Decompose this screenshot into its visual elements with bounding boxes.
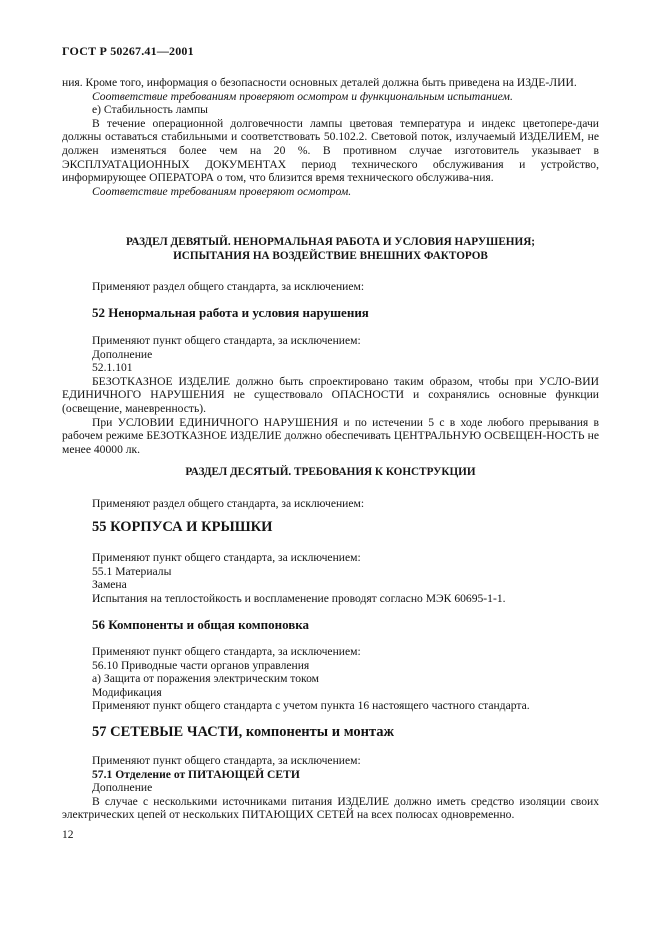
clause-52-line-2: Дополнение	[92, 347, 153, 361]
clause-57-line-2: 57.1 Отделение от ПИТАЮЩЕЙ СЕТИ	[92, 767, 300, 781]
clause-52-heading-wrap	[62, 306, 599, 320]
clause-55	[62, 551, 599, 605]
clause-57-line-1: Применяют пункт общего стандарта, за исключением:	[92, 754, 361, 767]
item-lamp-stability: е) Стабильность лампы	[92, 103, 208, 117]
clause-56-line-2: 56.10 Приводные части органов управления	[92, 658, 310, 672]
clause-56-line-3: а) Защита от поражения электрическим током	[92, 672, 319, 686]
section-ten-intro: Применяют раздел общего стандарта, за исключением:	[92, 497, 365, 510]
clause-56	[62, 645, 599, 713]
clause-55-line-3: Замена	[92, 578, 127, 592]
clause-52	[62, 334, 599, 456]
compliance-note: Соответствие требованиям проверяют осмотром и функциональным испытанием.	[92, 89, 513, 103]
clause-56-line-1: Применяют пункт общего стандарта, за исключением:	[92, 645, 361, 658]
clause-55-line-1: Применяют пункт общего стандарта, за исключением:	[92, 551, 361, 564]
section-ten-intro-wrap	[62, 497, 599, 511]
paragraph-continuation: ния. Кроме того, информация о безопасности основных деталей должна быть приведена на ИЗДЕ-ЛИИ.	[62, 76, 577, 89]
clause-52-line-3: 52.1.101	[92, 361, 133, 375]
clause-52-line-1: Применяют пункт общего стандарта, за исключением:	[92, 334, 361, 347]
clause-56-heading-wrap	[62, 618, 599, 632]
clause-57	[62, 754, 599, 822]
top-block	[62, 76, 599, 198]
section-nine-intro-wrap	[62, 280, 599, 294]
clause-52-para-1: БЕЗОТКАЗНОЕ ИЗДЕЛИЕ должно быть спроектировано таким образом, чтобы при УСЛО-ВИИ ЕДИНИЧНОГО НАРУШЕНИЯ не существовало ОПАСНОСТИ и сохранялись основные функции (освещение, маневренность).	[62, 374, 599, 415]
section-nine-title-2: ИСПЫТАНИЯ НА ВОЗДЕЙСТВИЕ ВНЕШНИХ ФАКТОРОВ	[173, 249, 488, 262]
section-ten-title: РАЗДЕЛ ДЕСЯТЫЙ. ТРЕБОВАНИЯ К КОНСТРУКЦИИ	[185, 466, 476, 478]
paragraph-lamp: В течение операционной долговечности лампы цветовая температура и индекс цветопере-дачи должны оставаться стабильными и соответствовать 50.102.2. Световой поток, излучаемый ИЗДЕЛИЕМ, не должен изменяться более чем на 20 %. В противном случае изготовитель указывает в ЭКСПЛУАТАЦИОННЫХ ДОКУМЕНТАХ период технического обслуживания и устройство, информирующее ОПЕРАТОРА о том, что близится время технического обслужива-ния.	[62, 116, 599, 185]
section-nine	[62, 236, 599, 263]
section-nine-title-1: РАЗДЕЛ ДЕВЯТЫЙ. НЕНОРМАЛЬНАЯ РАБОТА И УСЛОВИЯ НАРУШЕНИЯ;	[125, 236, 536, 248]
clause-56-line-4: Модификация	[92, 685, 162, 699]
clause-57-para-1: В случае с несколькими источниками питания ИЗДЕЛИЕ должно иметь средство изоляции своих электрических цепей от нескольких ПИТАЮЩИХ СЕТЕЙ на всех полюсах одновременно.	[62, 794, 599, 822]
compliance-note-2: Соответствие требованиям проверяют осмотром.	[92, 184, 352, 198]
clause-56-line-5: Применяют пункт общего стандарта с учетом пункта 16 настоящего частного стандарта.	[92, 699, 530, 713]
clause-55-heading-wrap	[62, 521, 599, 535]
clause-52-heading: 52 Ненормальная работа и условия нарушения	[92, 305, 369, 320]
clause-57-line-3: Дополнение	[92, 781, 153, 795]
page-number: 12	[62, 829, 74, 841]
clause-52-para-2: При УСЛОВИИ ЕДИНИЧНОГО НАРУШЕНИЯ и по истечении 5 с в ходе любого прерывания в рабочем режиме БЕЗОТКАЗНОЕ ИЗДЕЛИЕ должно обеспечивать ЦЕНТРАЛЬНУЮ ОСВЕЩЕН-НОСТЬ не менее 40000 лк.	[62, 415, 599, 456]
section-nine-intro: Применяют раздел общего стандарта, за исключением:	[92, 280, 365, 293]
clause-57-heading-wrap	[62, 726, 599, 740]
section-ten	[62, 466, 599, 480]
clause-55-heading: 55 КОРПУСА И КРЫШКИ	[92, 519, 273, 535]
clause-56-heading: 56 Компоненты и общая компоновка	[92, 617, 310, 632]
clause-57-heading: 57 СЕТЕВЫЕ ЧАСТИ, компоненты и монтаж	[92, 724, 395, 740]
clause-55-line-2: 55.1 Материалы	[92, 564, 172, 578]
clause-55-line-4: Испытания на теплостойкость и воспламенение проводят согласно МЭК 60695-1-1.	[92, 591, 506, 605]
document-header: ГОСТ Р 50267.41—2001	[62, 44, 194, 58]
